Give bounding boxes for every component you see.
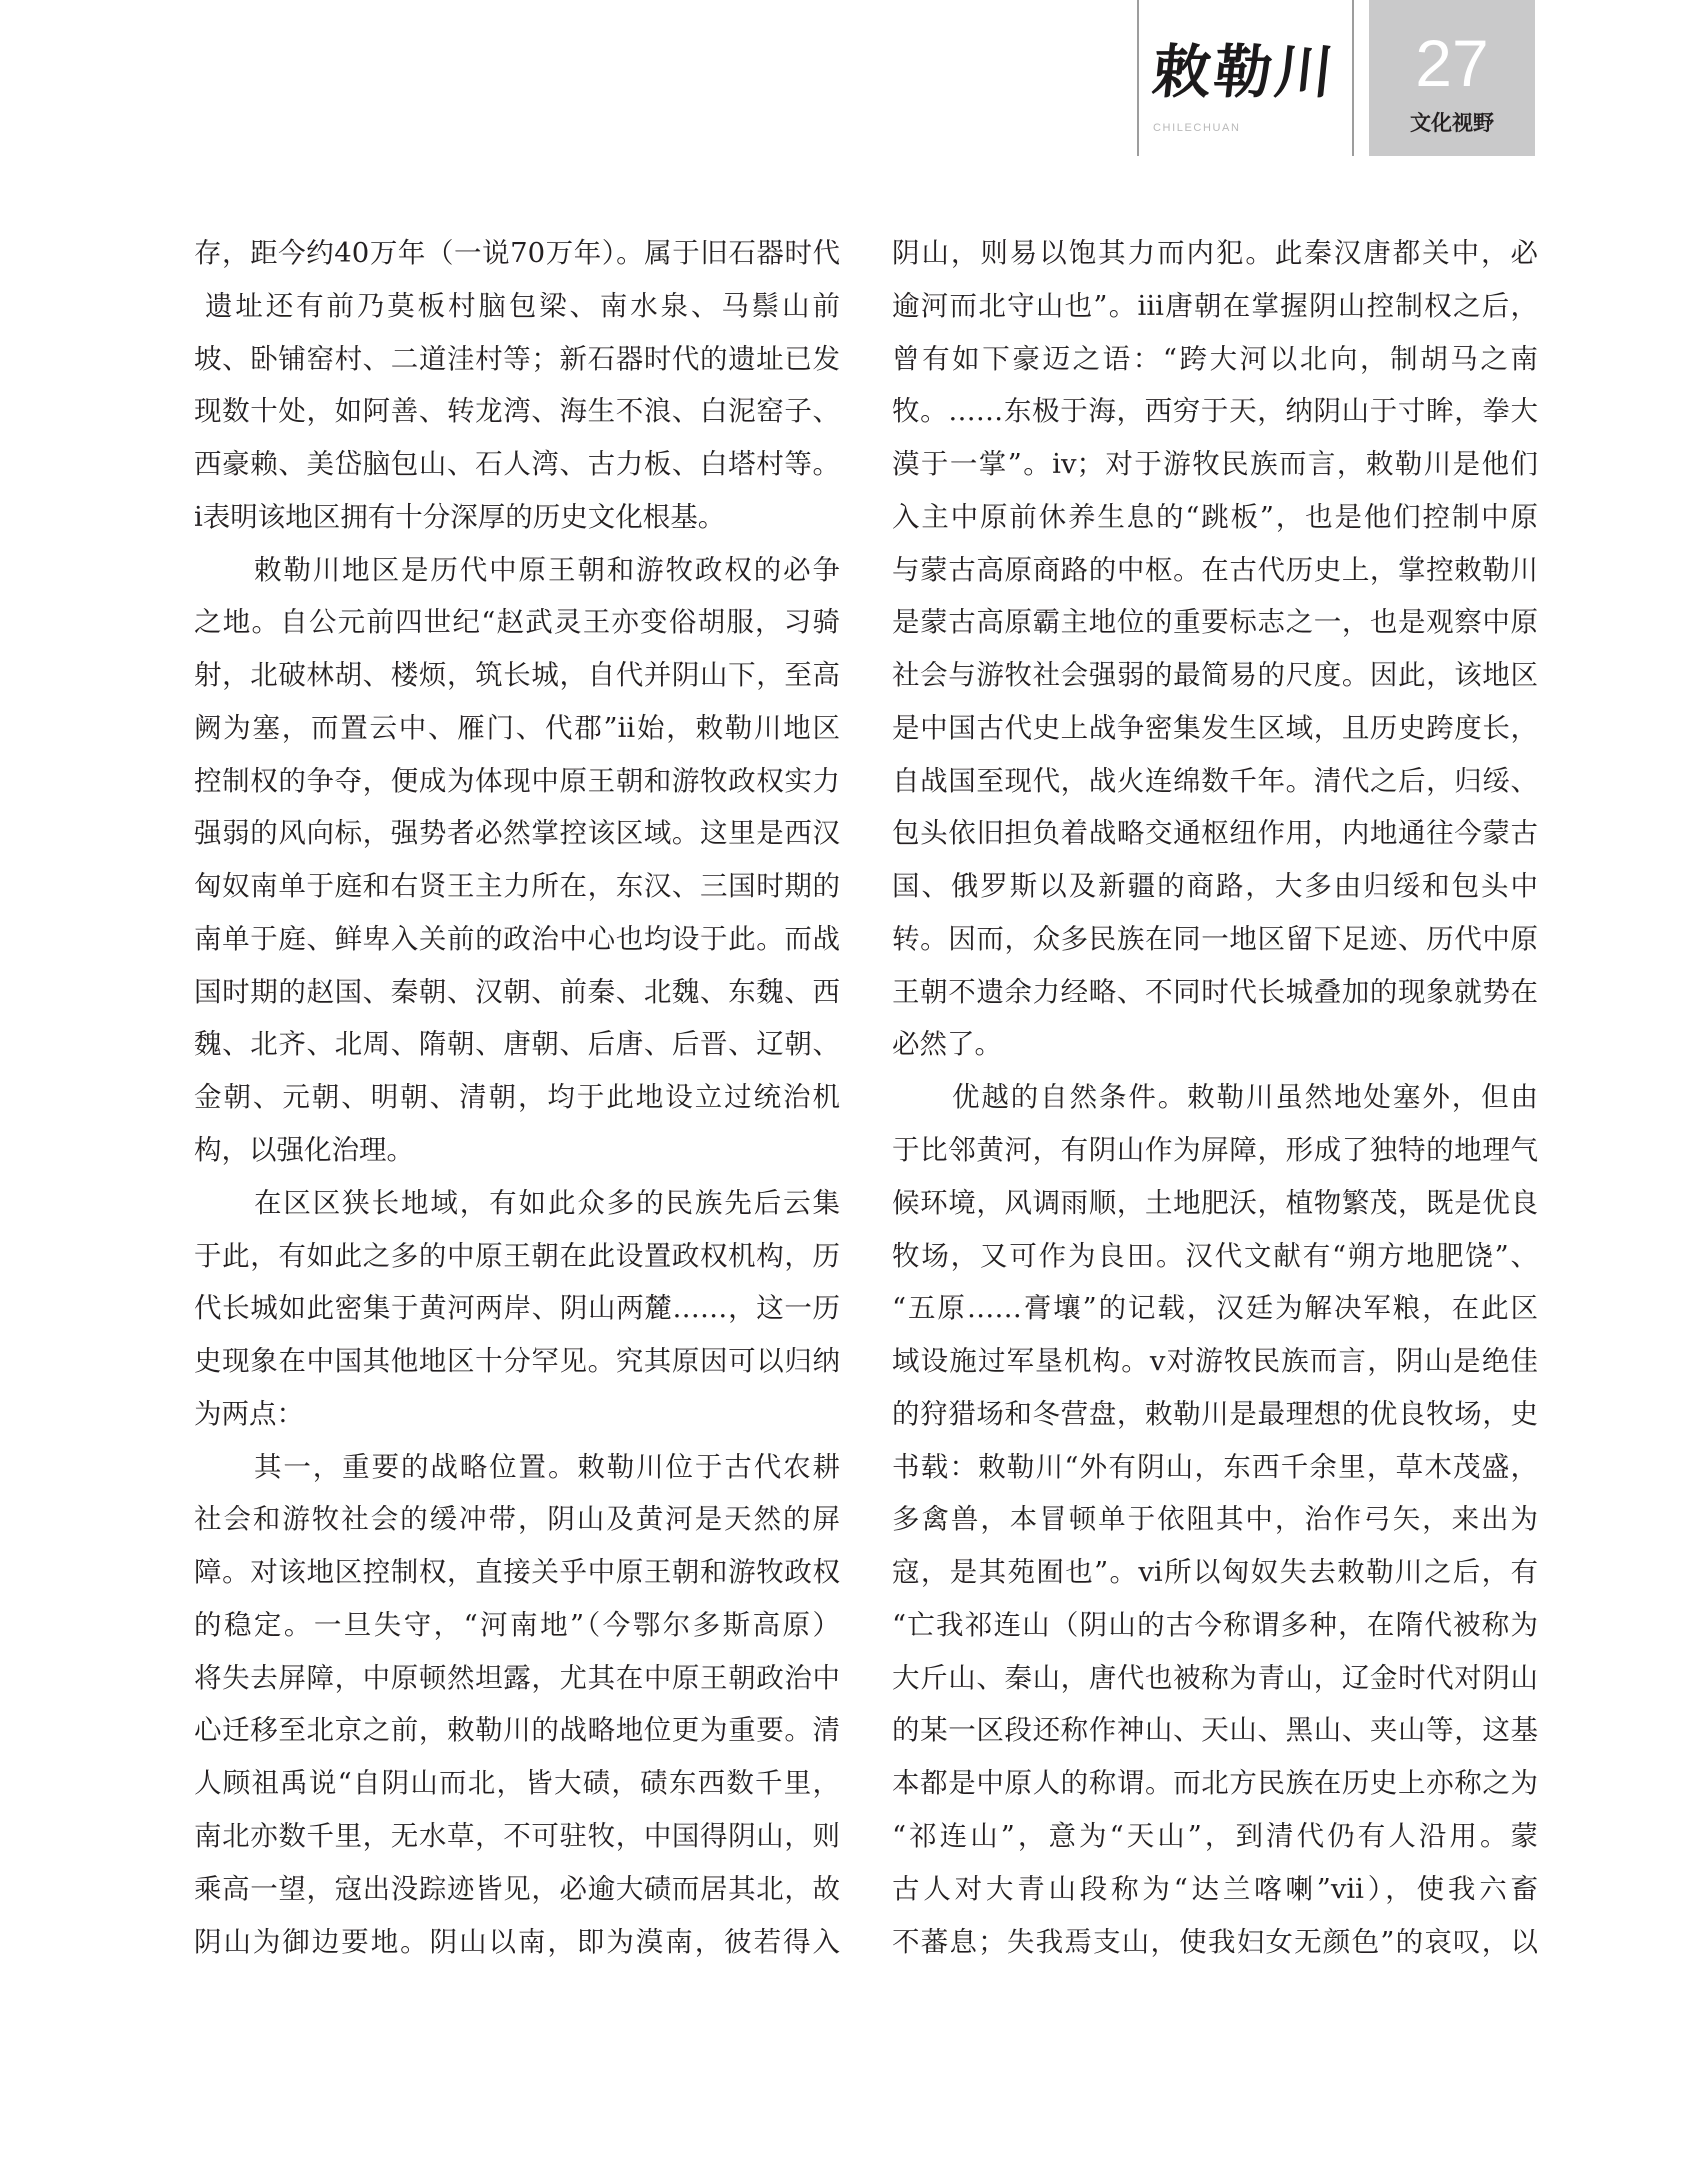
text-line: 候环境，风调雨顺，土地肥沃，植物繁茂，既是优良 bbox=[892, 1186, 1538, 1219]
text-line: 大斤山、秦山，唐代也被称为青山，辽金时代对阴山 bbox=[892, 1661, 1538, 1694]
text-line: 本都是中原人的称谓。而北方民族在历史上亦称之为 bbox=[892, 1767, 1538, 1800]
text-line: 西豪赖、美岱脑包山、石人湾、古力板、白塔村等。 bbox=[194, 448, 840, 481]
text-line: 人顾祖禹说“自阴山而北，皆大碛，碛东西数千里， bbox=[194, 1767, 840, 1800]
text-line: i表明该地区拥有十分深厚的历史文化根基。 bbox=[194, 500, 726, 533]
text-line: 包头依旧担负着战略交通枢纽作用，内地通往今蒙古 bbox=[892, 817, 1538, 850]
paragraph bbox=[194, 1177, 840, 1441]
text-line: 史现象在中国其他地区十分罕见。究其原因可以归纳 bbox=[194, 1345, 840, 1378]
text-line: 射，北破林胡、楼烦，筑长城，自代并阴山下，至高 bbox=[194, 659, 840, 692]
text-line: 为两点： bbox=[194, 1397, 304, 1430]
text-line: 魏、北齐、北周、隋朝、唐朝、后唐、后晋、辽朝、 bbox=[194, 1028, 840, 1061]
text-line: 是中国古代史上战争密集发生区域，且历史跨度长， bbox=[892, 711, 1538, 744]
page-number: 27 bbox=[1415, 26, 1489, 100]
paragraph bbox=[194, 544, 840, 1177]
text-line: 自战国至现代，战火连绵数千年。清代之后，归绥、 bbox=[892, 764, 1538, 797]
section-title: 文化视野 bbox=[1410, 111, 1494, 135]
text-line: 金朝、元朝、明朝、清朝，均于此地设立过统治机 bbox=[194, 1081, 840, 1114]
text-line: 逾河而北守山也”。iii唐朝在掌握阴山控制权之后， bbox=[892, 289, 1538, 322]
text-line: 国时期的赵国、秦朝、汉朝、前秦、北魏、东魏、西 bbox=[194, 975, 840, 1008]
header-divider-left bbox=[1137, 0, 1139, 156]
paragraph bbox=[194, 1441, 840, 1969]
text-line: 障。对该地区控制权，直接关乎中原王朝和游牧政权 bbox=[194, 1556, 840, 1589]
text-line: 王朝不遗余力经略、不同时代长城叠加的现象就势在 bbox=[892, 975, 1538, 1008]
text-line: 阴山，则易以饱其力而内犯。此秦汉唐都关中，必 bbox=[892, 237, 1538, 269]
text-line: 代长城如此密集于黄河两岸、阴山两麓……，这一历 bbox=[194, 1292, 840, 1325]
text-line: 乘高一望，寇出没踪迹皆见，必逾大碛而居其北，故 bbox=[194, 1872, 840, 1905]
text-line: 与蒙古高原商路的中枢。在古代历史上，掌控敕勒川 bbox=[892, 553, 1538, 586]
text-line: 多禽兽，本冒顿单于依阻其中，治作弓矢，来出为 bbox=[892, 1503, 1538, 1536]
text-column-right bbox=[892, 227, 1538, 1968]
text-line: 的狩猎场和冬营盘，敕勒川是最理想的优良牧场，史 bbox=[892, 1397, 1538, 1430]
text-line: 社会与游牧社会强弱的最简易的尺度。因此，该地区 bbox=[892, 659, 1538, 692]
text-line: 必然了。 bbox=[892, 1028, 1002, 1061]
text-line: 域设施过军垦机构。v对游牧民族而言，阴山是绝佳 bbox=[892, 1345, 1538, 1378]
text-line: 是蒙古高原霸主地位的重要标志之一，也是观察中原 bbox=[892, 606, 1538, 639]
text-line: 社会和游牧社会的缓冲带，阴山及黄河是天然的屏 bbox=[194, 1503, 840, 1536]
text-line: 南单于庭、鲜卑入关前的政治中心也均设于此。而战 bbox=[194, 922, 840, 955]
text-line: “五原……膏壤”的记载，汉廷为解决军粮，在此区 bbox=[892, 1292, 1538, 1325]
text-line: 之地。自公元前四世纪“赵武灵王亦变俗胡服，习骑 bbox=[194, 606, 840, 639]
paragraph bbox=[892, 1071, 1538, 1968]
text-line: 控制权的争夺，便成为体现中原王朝和游牧政权实力 bbox=[194, 764, 840, 797]
text-line: 国、俄罗斯以及新疆的商路，大多由归绥和包头中 bbox=[892, 870, 1538, 903]
text-line: 寇，是其苑囿也”。vi所以匈奴失去敕勒川之后，有 bbox=[892, 1556, 1538, 1589]
text-line: 将失去屏障，中原顿然坦露，尤其在中原王朝政治中 bbox=[194, 1661, 840, 1694]
text-line: 转。因而，众多民族在同一地区留下足迹、历代中原 bbox=[892, 922, 1538, 955]
text-line: 现数十处，如阿善、转龙湾、海生不浪、白泥窑子、 bbox=[194, 395, 840, 428]
text-line: 阴山为御边要地。阴山以南，即为漠南，彼若得入 bbox=[194, 1925, 840, 1958]
text-line: 牧场，又可作为良田。汉代文献有“朔方地肥饶”、 bbox=[892, 1239, 1538, 1272]
text-line: 的稳定。一旦失守，“河南地”（今鄂尔多斯高原） bbox=[194, 1608, 840, 1641]
text-line: 于此，有如此之多的中原王朝在此设置政权机构，历 bbox=[194, 1239, 840, 1272]
text-line: 的某一区段还称作神山、天山、黑山、夹山等，这基 bbox=[892, 1714, 1538, 1747]
paragraph bbox=[194, 227, 840, 544]
logo-title: 敕勒川 bbox=[1149, 38, 1340, 106]
logo-subtitle: CHILECHUAN bbox=[1153, 122, 1241, 134]
text-line: 优越的自然条件。敕勒川虽然地处塞外，但由 bbox=[952, 1081, 1538, 1114]
text-line: “祁连山”，意为“天山”，到清代仍有人沿用。蒙 bbox=[892, 1819, 1538, 1852]
text-line: 遗址还有前乃莫板村脑包梁、南水泉、马鬃山前 bbox=[205, 289, 840, 322]
text-line: 坡、卧铺窑村、二道洼村等；新石器时代的遗址已发 bbox=[194, 342, 840, 375]
text-line: 敕勒川地区是历代中原王朝和游牧政权的必争 bbox=[254, 553, 840, 586]
text-line: 古人对大青山段称为“达兰喀喇”vii），使我六畜 bbox=[892, 1872, 1538, 1905]
text-line: 匈奴南单于庭和右贤王主力所在，东汉、三国时期的 bbox=[194, 870, 840, 903]
page-number-box bbox=[1369, 0, 1535, 156]
text-line: 阙为塞，而置云中、雁门、代郡”ii始，敕勒川地区 bbox=[194, 711, 840, 744]
text-line: 不蕃息；失我焉支山，使我妇女无颜色”的哀叹，以 bbox=[892, 1925, 1538, 1958]
text-line: 构，以强化治理。 bbox=[194, 1134, 414, 1167]
text-line: 入主中原前休养生息的“跳板”，也是他们控制中原 bbox=[892, 500, 1538, 533]
text-line: 南北亦数千里，无水草，不可驻牧，中国得阴山，则 bbox=[194, 1819, 840, 1852]
text-column-left bbox=[194, 227, 840, 1968]
text-line: 在区区狭长地域，有如此众多的民族先后云集 bbox=[254, 1186, 840, 1219]
text-line: 书载：敕勒川“外有阴山，东西千余里，草木茂盛， bbox=[892, 1450, 1538, 1483]
text-line: 牧。……东极于海，西穷于天，纳阴山于寸眸，拳大 bbox=[892, 395, 1538, 428]
text-line: 其一，重要的战略位置。敕勒川位于古代农耕 bbox=[254, 1450, 840, 1483]
text-line: 心迁移至北京之前，敕勒川的战略地位更为重要。清 bbox=[194, 1714, 840, 1747]
header-divider-right bbox=[1352, 0, 1354, 156]
paragraph bbox=[892, 227, 1538, 1071]
text-line: 漠于一掌”。iv；对于游牧民族而言，敕勒川是他们 bbox=[892, 448, 1538, 481]
text-line: 强弱的风向标，强势者必然掌控该区域。这里是西汉 bbox=[194, 817, 840, 850]
page-header bbox=[0, 0, 1693, 160]
text-line: “亡我祁连山（阴山的古今称谓多种，在隋代被称为 bbox=[892, 1608, 1538, 1641]
text-line: 存，距今约40万年（一说70万年）。属于旧石器时代 bbox=[194, 237, 840, 269]
text-line: 于比邻黄河，有阴山作为屏障，形成了独特的地理气 bbox=[892, 1134, 1538, 1167]
text-line: 曾有如下豪迈之语：“跨大河以北向，制胡马之南 bbox=[892, 342, 1538, 375]
